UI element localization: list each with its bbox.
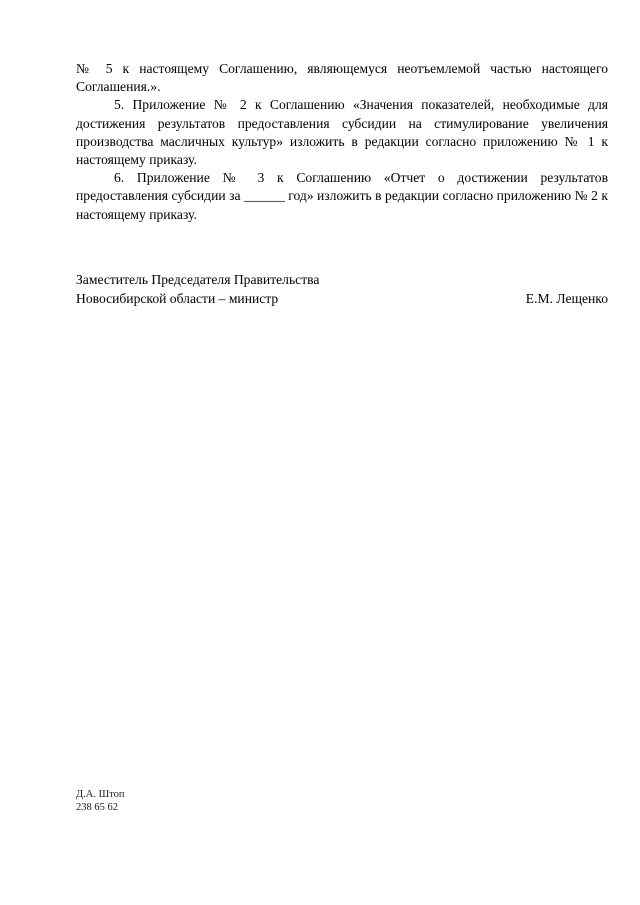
paragraph-item-5: 5. Приложение № 2 к Соглашению «Значения показателей, необходимые для достижения результатов предоставления субсидии на стимулирование увеличения производства масличных культур» изложить в редакции согласно приложению № 1 к настоящему приказу. [76, 97, 608, 168]
executor-footer [76, 788, 125, 814]
signature-row-2 [76, 289, 608, 308]
paragraph-continuation: № 5 к настоящему Соглашению, являющемуся неотъемлемой частью настоящего Соглашения.». [76, 61, 608, 95]
executor-name: Д.А. Штоп [76, 789, 125, 800]
executor-phone: 238 65 62 [76, 802, 118, 813]
paragraph-item-6: 6. Приложение № 3 к Соглашению «Отчет о достижении результатов предоставления субсидии за ______ год» изложить в редакции согласно приложению № 2 к настоящему приказу. [76, 170, 608, 222]
signatory-position-line1: Заместитель Председателя Правительства [76, 272, 320, 287]
signatory-position-line2: Новосибирской области – министр [76, 291, 279, 306]
signature-row-1 [76, 270, 608, 289]
signatory-name: Е.М. Лещенко [525, 291, 608, 306]
signature-block [76, 270, 608, 308]
document-body [76, 60, 608, 224]
